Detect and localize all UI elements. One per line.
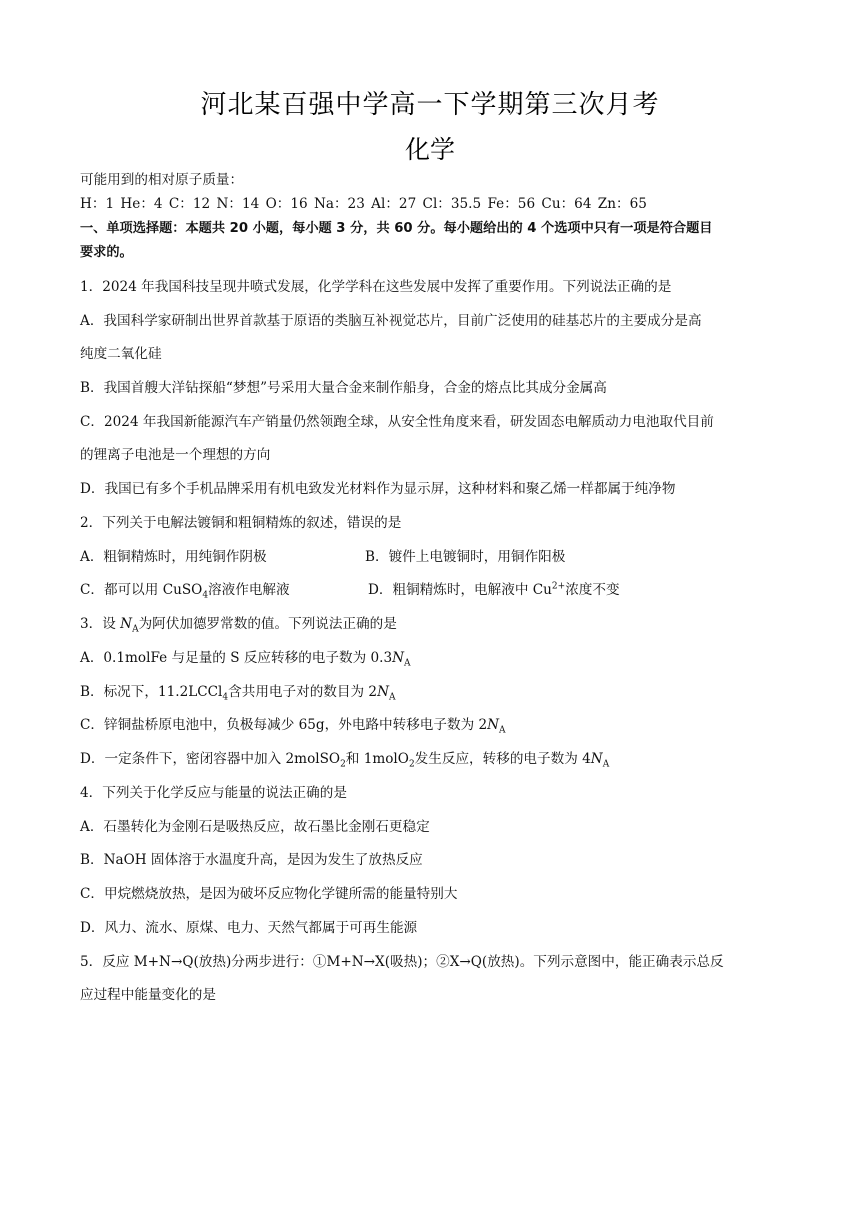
- q2-option-a: A．粗铜精炼时，用纯铜作阴极: [80, 549, 267, 565]
- atomic-mass-values: H：1 He：4 C：12 N：14 O：16 Na：23 Al：27 Cl：35.5 Fe：56 Cu：64 Zn：65: [80, 196, 647, 212]
- q3-option-c: C．锌铜盐桥原电池中，负极每减少 65g，外电路中转移电子数为 $2N_A$: [80, 717, 506, 736]
- exam-title: 河北某百强中学高一下学期第三次月考: [200, 90, 660, 120]
- q2-options-ab-row: [80, 547, 790, 567]
- q1-option-b: B．我国首艘大洋钻探船“梦想”号采用大量合金来制作船身，合金的熔点比其成分金属高: [80, 380, 607, 396]
- q2-option-d: D．粗铜精炼时，电解液中 $Cu^{2+}$浓度不变: [368, 581, 620, 598]
- q4-option-d: D．风力、流水、原煤、电力、天然气都属于可再生能源: [80, 920, 418, 936]
- q1-option-a-line1: A．我国科学家研制出世界首款基于原语的类脑互补视觉芯片，目前广泛使用的硅基芯片的主要成分是高: [80, 313, 702, 329]
- q4-stem: 4．下列关于化学反应与能量的说法正确的是: [80, 785, 347, 801]
- q1-option-a-line2: 纯度二氧化硅: [80, 346, 162, 362]
- subject-title: 化学: [404, 135, 455, 164]
- q2-option-c: C．都可以用 CuSO$_4$溶液作电解液: [80, 582, 290, 601]
- q2-options-cd-row: [80, 580, 790, 600]
- atomic-mass-label: 可能用到的相对原子质量：: [80, 172, 244, 188]
- q5-stem-line2: 应过程中能量变化的是: [80, 987, 216, 1003]
- q1-option-c-line1: C．2024 年我国新能源汽车产销量仍然领跑全球，从安全性角度来看，研发固态电解质动力电池取代目前: [80, 414, 714, 430]
- q1-stem: 1．2024 年我国科技呈现井喷式发展，化学学科在这些发展中发挥了重要作用。下列说法正确的是: [80, 279, 672, 295]
- q3-option-d: D．一定条件下，密闭容器中加入 2molSO$_2$和 1molO$_2$发生反应，转移的电子数为 $4N_A$: [80, 751, 610, 770]
- q3-stem: 3．设 $N_A$为阿伏加德罗常数的值。下列说法正确的是: [80, 616, 397, 635]
- section-instructions-line1: 一、单项选择题：本题共 20 小题，每小题 3 分，共 60 分。每小题给出的 4 个选项中只有一项是符合题目: [80, 221, 713, 236]
- q4-option-c: C．甲烷燃烧放热，是因为破坏反应物化学键所需的能量特别大: [80, 886, 458, 902]
- q1-option-d: D．我国已有多个手机品牌采用有机电致发光材料作为显示屏，这种材料和聚乙烯一样都属于纯净物: [80, 481, 676, 497]
- q3-option-b: B．标况下，11.2LCCl$_4$含共用电子对的数目为 $2N_A$: [80, 684, 396, 703]
- section-instructions-line2: 要求的。: [80, 245, 133, 260]
- q5-stem-line1: 5．反应 M+N→Q(放热)分两步进行：①M+N→X(吸热)；②X→Q(放热)。下列示意图中，能正确表示总反: [80, 954, 724, 970]
- q2-stem: 2．下列关于电解法镀铜和粗铜精炼的叙述，错误的是: [80, 515, 402, 531]
- q4-option-b: B．NaOH 固体溶于水温度升高，是因为发生了放热反应: [80, 852, 423, 868]
- q2-option-b: B．镀件上电镀铜时，用铜作阳极: [365, 549, 566, 565]
- q1-option-c-line2: 的锂离子电池是一个理想的方向: [80, 447, 271, 463]
- q4-option-a: A．石墨转化为金刚石是吸热反应，故石墨比金刚石更稳定: [80, 819, 430, 835]
- q3-option-a: A．0.1molFe 与足量的 S 反应转移的电子数为 $0.3N_A$: [80, 650, 411, 669]
